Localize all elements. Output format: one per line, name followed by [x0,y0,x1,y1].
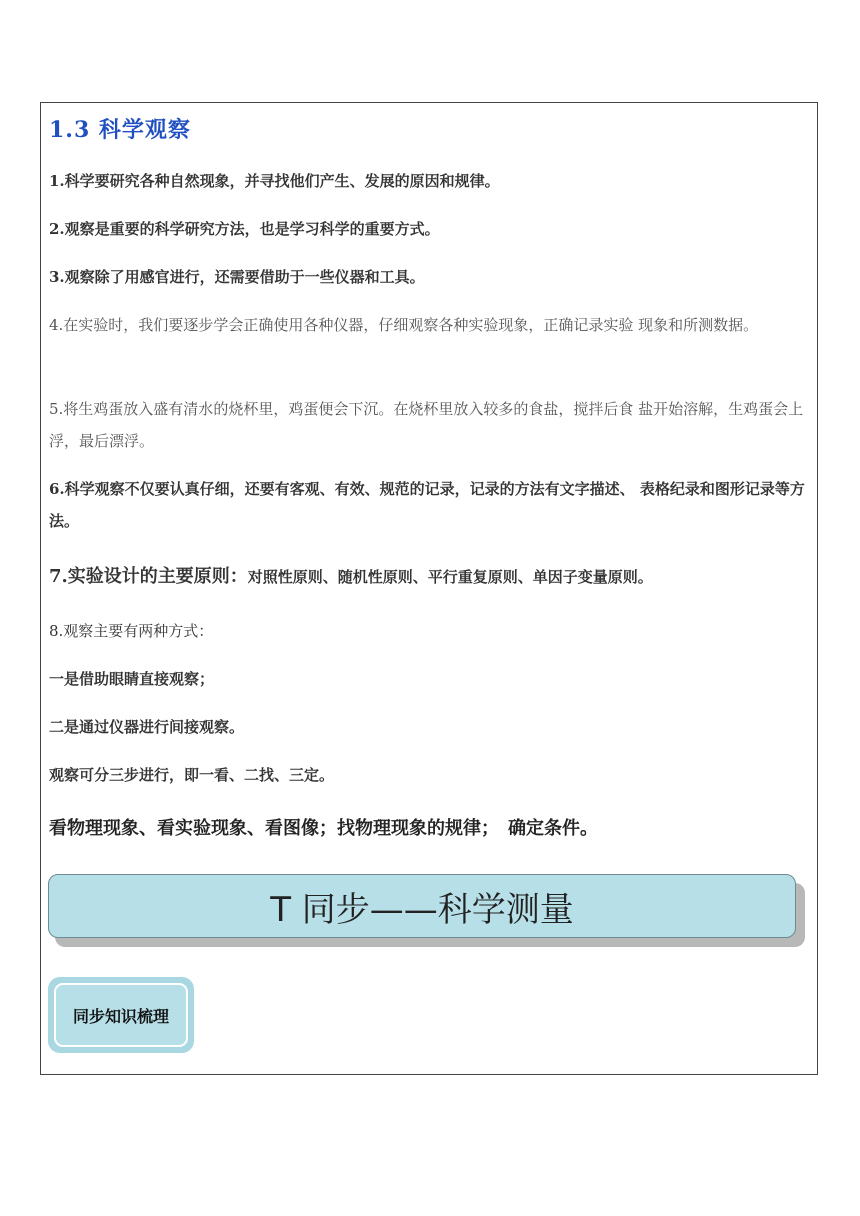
content-frame [40,102,818,1075]
observation-way-1: 一是借助眼睛直接观察； [49,670,215,688]
point-7-rest: 对照性原则、随机性原则、平行重复原则、单因子变量原则。 [247,568,653,586]
point-3: 3.观察除了用感官进行，还需要借助于一些仪器和工具。 [49,268,425,286]
point-4: 4.在实验时，我们要逐步学会正确使用各种仪器，仔细观察各种实验现象，正确记录实验 现象和所测数据。 [49,316,759,334]
section-title: 1.3 科学观察 [49,117,191,143]
observation-summary: 看物理现象、看实验现象、看图像；找物理现象的规律； 确定条件。 [49,818,598,839]
point-6: 6.科学观察不仅要认真仔细，还要有客观、有效、规范的记录，记录的方法有文字描述、 表格纪录和图形记录等方法。 [49,480,805,530]
point-1: 1.科学要研究各种自然现象，并寻找他们产生、发展的原因和规律。 [49,172,500,190]
point-5: 5.将生鸡蛋放入盛有清水的烧杯里，鸡蛋便会下沉。在烧杯里放入较多的食盐，搅拌后食 盐开始溶解，生鸡蛋会上浮，最后漂浮。 [49,400,804,450]
chapter-banner [48,874,796,938]
point-8-heading: 8.观察主要有两种方式： [49,622,214,640]
chapter-banner-text: T 同步——科学测量 [270,889,574,930]
section-badge-text: 同步知识梳理 [72,1006,169,1026]
point-7 [49,561,813,593]
point-7-lead: 7.实验设计的主要原则： [49,566,248,587]
observation-steps: 观察可分三步进行，即一看、二找、三定。 [49,766,335,784]
section-badge [48,977,194,1053]
point-2: 2.观察是重要的科学研究方法，也是学习科学的重要方式。 [49,220,440,238]
observation-way-2: 二是通过仪器进行间接观察。 [49,718,245,736]
section-badge-inner [54,983,188,1047]
